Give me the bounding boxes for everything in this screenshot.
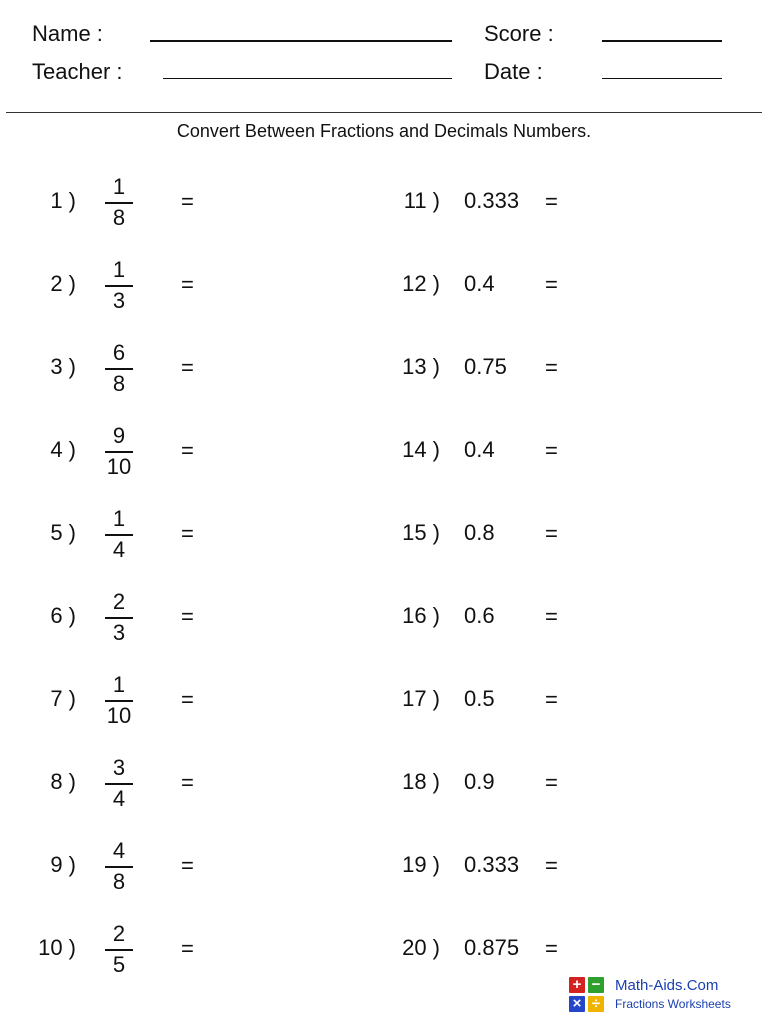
fraction-numerator: 1: [112, 506, 126, 531]
decimal-value: 0.8: [464, 520, 495, 545]
equals-sign: =: [181, 272, 194, 297]
problem-number: 1 ): [50, 188, 76, 213]
equals-sign: =: [181, 687, 194, 712]
fraction-numerator: 6: [112, 340, 126, 365]
equals-sign: =: [181, 521, 194, 546]
logo-tile-icon: −: [588, 977, 604, 993]
problem-number: 16 ): [402, 603, 440, 628]
problem-number: 6 ): [50, 603, 76, 628]
problem-row: [0, 174, 768, 234]
problem-number: 11 ): [403, 188, 440, 213]
decimal-value: 0.4: [464, 271, 495, 296]
logo-subtitle: Fractions Worksheets: [615, 997, 731, 1011]
fraction-denominator: 8: [112, 205, 126, 230]
problem-number: 15 ): [402, 520, 440, 545]
logo-tile-icon: ÷: [588, 996, 604, 1012]
problem-number: 8 ): [50, 769, 76, 794]
problem-number: 17 ): [402, 686, 440, 711]
problem-number: 2 ): [50, 271, 76, 296]
problem-row: [0, 506, 768, 566]
fraction-numerator: 1: [112, 672, 126, 697]
problem-row: [0, 921, 768, 981]
problem-number: 3 ): [50, 354, 76, 379]
decimal-value: 0.5: [464, 686, 495, 711]
problem-number: 20 ): [402, 935, 440, 960]
equals-sign: =: [181, 355, 194, 380]
decimal-value: 0.9: [464, 769, 495, 794]
decimal-value: 0.6: [464, 603, 495, 628]
fraction: [99, 755, 139, 811]
math-aids-logo: [569, 975, 759, 1017]
fraction-bar: [105, 700, 133, 702]
fraction-denominator: 8: [112, 869, 126, 894]
equals-sign: =: [545, 521, 558, 546]
equals-sign: =: [181, 770, 194, 795]
fraction-numerator: 1: [112, 174, 126, 199]
date-label: Date :: [484, 59, 543, 84]
operations-logo-icon: [569, 977, 605, 1013]
fraction-numerator: 2: [112, 921, 126, 946]
fraction: [99, 423, 139, 479]
name-line[interactable]: [150, 40, 452, 42]
score-label: Score :: [484, 21, 554, 46]
fraction-numerator: 1: [112, 257, 126, 282]
equals-sign: =: [545, 853, 558, 878]
fraction: [99, 672, 139, 728]
fraction-denominator: 10: [106, 703, 132, 728]
fraction: [99, 257, 139, 313]
fraction-bar: [105, 617, 133, 619]
fraction-bar: [105, 451, 133, 453]
fraction-bar: [105, 949, 133, 951]
fraction-denominator: 4: [112, 786, 126, 811]
fraction-denominator: 10: [106, 454, 132, 479]
header-divider: [6, 112, 762, 113]
equals-sign: =: [545, 604, 558, 629]
logo-site-name: Math-Aids.Com: [615, 977, 719, 994]
fraction-denominator: 4: [112, 537, 126, 562]
problem-row: [0, 423, 768, 483]
logo-tile-icon: ×: [569, 996, 585, 1012]
fraction: [99, 340, 139, 396]
problem-row: [0, 589, 768, 649]
fraction-bar: [105, 866, 133, 868]
equals-sign: =: [181, 853, 194, 878]
fraction-bar: [105, 534, 133, 536]
problem-number: 10 ): [38, 935, 76, 960]
fraction: [99, 174, 139, 230]
equals-sign: =: [545, 355, 558, 380]
equals-sign: =: [545, 189, 558, 214]
fraction-numerator: 4: [112, 838, 126, 863]
teacher-label: Teacher :: [32, 59, 123, 84]
problem-row: [0, 672, 768, 732]
equals-sign: =: [545, 687, 558, 712]
equals-sign: =: [181, 936, 194, 961]
fraction-bar: [105, 783, 133, 785]
fraction-numerator: 3: [112, 755, 126, 780]
instructions: Convert Between Fractions and Decimals Numbers.: [176, 121, 592, 141]
fraction-denominator: 3: [112, 620, 126, 645]
problem-row: [0, 838, 768, 898]
equals-sign: =: [545, 272, 558, 297]
equals-sign: =: [181, 604, 194, 629]
fraction-denominator: 8: [112, 371, 126, 396]
fraction-numerator: 9: [112, 423, 126, 448]
equals-sign: =: [545, 936, 558, 961]
fraction-denominator: 3: [112, 288, 126, 313]
fraction-numerator: 2: [112, 589, 126, 614]
problem-row: [0, 340, 768, 400]
equals-sign: =: [181, 189, 194, 214]
fraction: [99, 921, 139, 977]
problem-row: [0, 257, 768, 317]
fraction: [99, 838, 139, 894]
decimal-value: 0.4: [464, 437, 495, 462]
decimal-value: 0.333: [464, 188, 520, 213]
problem-number: 9 ): [50, 852, 76, 877]
problem-number: 13 ): [402, 354, 440, 379]
fraction-bar: [105, 285, 133, 287]
equals-sign: =: [545, 438, 558, 463]
fraction-bar: [105, 368, 133, 370]
fraction-denominator: 5: [112, 952, 126, 977]
name-label: Name :: [32, 21, 103, 46]
teacher-line[interactable]: [163, 78, 452, 79]
problem-number: 14 ): [402, 437, 440, 462]
decimal-value: 0.75: [464, 354, 507, 379]
problem-number: 12 ): [402, 271, 440, 296]
equals-sign: =: [181, 438, 194, 463]
fraction-bar: [105, 202, 133, 204]
fraction: [99, 506, 139, 562]
decimal-value: 0.333: [464, 852, 520, 877]
problem-number: 4 ): [50, 437, 76, 462]
score-line[interactable]: [602, 40, 722, 42]
fraction: [99, 589, 139, 645]
problem-number: 19 ): [402, 852, 440, 877]
equals-sign: =: [545, 770, 558, 795]
problem-number: 5 ): [50, 520, 76, 545]
problem-row: [0, 755, 768, 815]
decimal-value: 0.875: [464, 935, 520, 960]
date-line[interactable]: [602, 78, 722, 79]
problem-number: 18 ): [402, 769, 440, 794]
problem-number: 7 ): [50, 686, 76, 711]
logo-tile-icon: +: [569, 977, 585, 993]
